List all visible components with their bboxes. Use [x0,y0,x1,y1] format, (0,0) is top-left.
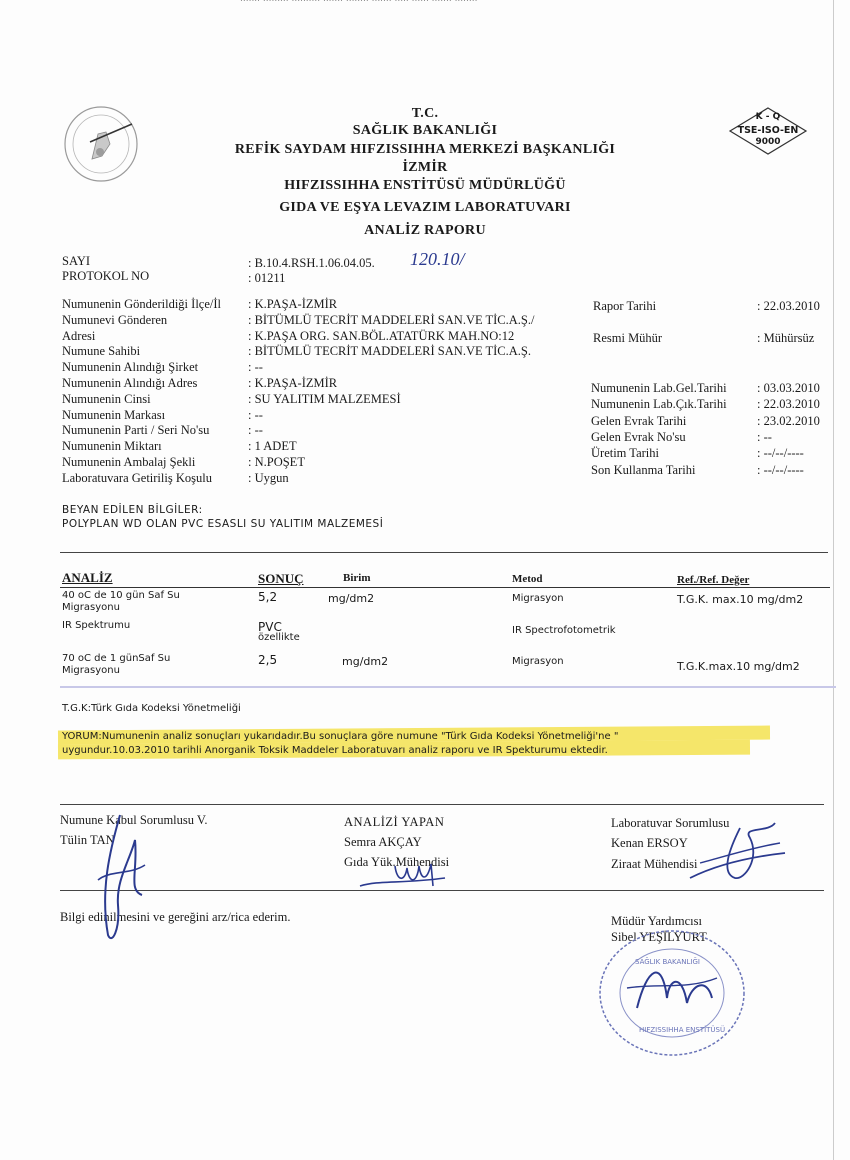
report-field-label: Rapor Tarihi [593,299,657,313]
date-field-label: Son Kullanma Tarihi [591,462,696,477]
cell-sonuc: 5,2 [258,590,278,604]
official-stamp [597,928,747,1058]
table-bottom-rule [60,686,836,688]
divider-top [60,552,828,553]
receiver-name: Tülin TAN [60,833,115,847]
tse-top-text: K - Q [755,112,781,122]
field-label: Numunenin Miktarı [62,439,162,454]
stamp-bottom-text: HIFZISSIHHA ENSTİTÜSÜ [639,1026,726,1034]
declared-info-title: BEYAN EDİLEN BİLGİLER: [62,504,203,516]
cell-sonuc: 2,5 [258,653,278,667]
top-cropped-text [240,0,477,4]
field-label: Laboratuvara Getiriliş Koşulu [62,470,212,485]
field-label: Numunenin Ambalaj Şekli [62,455,196,469]
protokol-label: PROTOKOL NO [62,269,150,283]
cell-metod: Migrasyon [512,656,564,667]
cell-birim: mg/dm2 [328,592,375,605]
header-laboratory: GIDA VE EŞYA LEVAZIM LABORATUVARI [279,200,571,215]
field-value: : BİTÜMLÜ TECRİT MADDELERİ SAN.VE TİC.A.Ş./ [248,312,535,327]
cell-metod: IR Spectrofotometrik [512,625,616,636]
field-label: Numune Sahibi [62,344,141,359]
field-value: : K.PAŞA ORG. SAN.BÖL.ATATÜRK MAH.NO:12 [248,328,515,343]
cell-metod: Migrasyon [512,593,564,604]
field-value: : 1 ADET [248,439,297,454]
tse-mid-text: TSE-ISO-EN [737,125,799,136]
date-field-value: : 22.03.2010 [757,397,820,412]
field-label: Numunenin Alındığı Adres [62,376,198,390]
col-header-metod: Metod [512,573,543,585]
cell-sonuc: özellikte [258,632,300,643]
cell-ref: T.G.K.max.10 mg/dm2 [677,660,800,673]
cell-ref: T.G.K. max.10 mg/dm2 [677,593,804,606]
col-header-ref: Ref./Ref. Değer [677,574,750,586]
receiver-title: Numune Kabul Sorumlusu V. [60,813,208,827]
field-value: : N.POŞET [248,455,305,469]
cell-analiz: IR Spektrumu [62,620,131,631]
field-label: Numunenin Cinsi [62,391,151,406]
analyst-name: Semra AKÇAY [344,835,422,849]
lab-head-role: Ziraat Mühendisi [611,857,698,871]
header-ministry: SAĞLIK BAKANLIĞI [352,123,498,138]
field-value: : K.PAŞA-İZMİR [248,297,338,311]
header-institute: HIFZISSIHHA ENSTİTÜSÜ MÜDÜRLÜĞÜ [284,178,566,193]
lab-head-signature [680,818,790,893]
analyst-role: Gıda Yük.Mühendisi [344,855,450,869]
header-report-title: ANALİZ RAPORU [364,223,486,238]
field-value: : -- [248,423,263,438]
date-field-value: : 03.03.2010 [757,381,820,395]
cell-analiz: 70 oC de 1 günSaf Su [62,653,171,664]
col-header-sonuc: SONUÇ [258,571,304,586]
declared-info-text: POLYPLAN WD OLAN PVC ESASLI SU YALITIM MALZEMESİ [62,518,384,530]
sayi-label: SAYI [62,254,91,268]
field-label: Numunenin Alındığı Şirket [62,360,199,375]
header-city: İZMİR [402,160,448,175]
protokol-value: : 01211 [248,271,286,285]
table-header-rule [60,587,830,588]
cell-birim: mg/dm2 [342,655,389,668]
header-tc: T.C. [411,106,439,121]
lab-head-title: Laboratuvar Sorumlusu [611,816,730,830]
closing-text: Bilgi edinilmesini ve gereğini arz/rica ederim. [60,910,291,924]
sayi-value: : B.10.4.RSH.1.06.04.05. [248,256,375,270]
deputy-name: Sibel YEŞİLYURT [611,930,707,944]
field-label: Numunenin Markası [62,407,166,422]
date-field-label: Numunenin Lab.Gel.Tarihi [591,381,727,395]
field-value: : SU YALITIM MALZEMESİ [248,391,401,406]
report-field-value: : Mühürsüz [757,331,815,345]
lab-head-name: Kenan ERSOY [611,836,688,850]
divider-signatures-top [60,804,824,805]
field-label: Adresi [62,328,96,343]
analyst-signature [355,858,465,894]
field-value: : K.PAŞA-İZMİR [248,376,338,390]
receiver-signature [90,810,160,950]
field-value: : -- [248,360,263,375]
field-value: : -- [248,407,263,422]
deputy-title: Müdür Yardımcısı [611,914,702,928]
date-field-label: Gelen Evrak No'su [591,429,686,444]
cell-sonuc: PVC [258,620,282,634]
date-field-value: : --/--/---- [757,462,804,477]
date-field-value: : 23.02.2010 [757,413,820,428]
cell-analiz: Migrasyonu [62,602,120,613]
stamp-top-text: SAĞLIK BAKANLIĞI [635,958,700,966]
report-field-label: Resmi Mühür [593,331,663,345]
sayi-handwritten: 120.10/ [410,249,465,269]
field-label: Numunevi Gönderen [62,312,168,327]
yorum-line-2: uygundur.10.03.2010 tarihli Anorganik Toksik Maddeler Laboratuvarı analiz raporu ve IR Spekturumu ektedir. [62,745,608,756]
field-value: : BİTÜMLÜ TECRİT MADDELERİ SAN.VE TİC.A.Ş. [248,344,531,359]
cell-analiz: Migrasyonu [62,665,120,676]
cell-analiz: 40 oC de 10 gün Saf Su [62,590,180,601]
date-field-label: Gelen Evrak Tarihi [591,413,687,428]
yorum-line-1: YORUM:Numunenin analiz sonuçları yukarıdadır.Bu sonuçlara göre numune "Türk Gıda Kodeksi Yönetmeliği'ne " [62,731,619,742]
date-field-label: Üretim Tarihi [591,446,659,461]
analyst-title: ANALİZİ YAPAN [344,815,445,829]
date-field-value: : --/--/---- [757,446,804,461]
tse-bottom-text: 9000 [755,137,781,147]
field-label: Numunenin Gönderildiği İlçe/İl [62,297,221,311]
report-field-value: : 22.03.2010 [757,299,820,313]
date-field-value: : -- [757,429,772,444]
col-header-birim: Birim [343,572,371,584]
date-field-label: Numunenin Lab.Çık.Tarihi [591,397,727,412]
col-header-analiz: ANALİZ [62,570,113,585]
header-presidency: REFİK SAYDAM HIFZISSIHHA MERKEZİ BAŞKANLIĞI [234,142,616,157]
field-label: Numunenin Parti / Seri No'su [62,423,210,438]
tgk-note: T.G.K:Türk Gıda Kodeksi Yönetmeliği [62,703,241,714]
field-value: : Uygun [248,470,289,485]
